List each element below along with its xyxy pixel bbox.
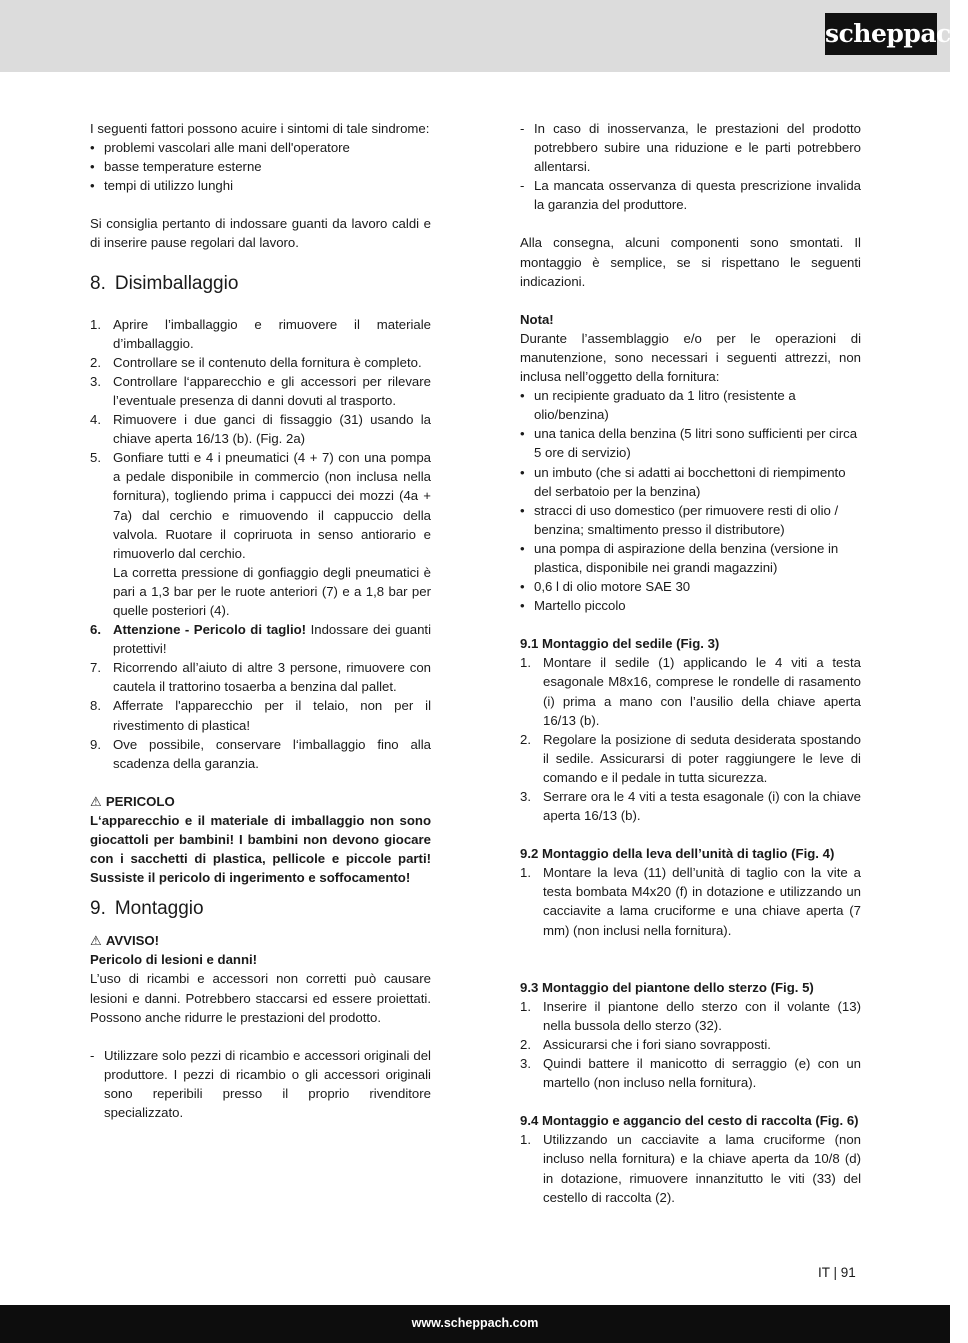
section-title: Montaggio xyxy=(114,898,204,920)
step-number: 2. xyxy=(90,354,101,370)
list-item xyxy=(520,1130,861,1206)
section-number: 8. xyxy=(90,272,106,294)
step-text: Utilizzando un cacciavite a lama cruciforme (non incluso nella fornitura) e la chiave aperta da 10/8 (d) in dotazione, rimuovere innanzitutto le viti (33) del cestello di raccolta (2). xyxy=(543,1132,861,1205)
step-number: 2. xyxy=(520,731,531,747)
section-number: 9. xyxy=(90,898,106,920)
step-number: 7. xyxy=(90,660,101,676)
notice-list xyxy=(90,1046,431,1122)
step-number: 2. xyxy=(520,1036,531,1052)
nota-text: Durante l’assemblaggio e/o per le operazioni di manutenzione, sono necessari i seguenti attrezzi, non inclusa nell’oggetto della fornitura: xyxy=(520,330,861,385)
list-item xyxy=(520,863,861,939)
list-item xyxy=(520,1054,861,1092)
factor-list xyxy=(90,138,431,195)
section-9-heading xyxy=(90,897,431,921)
footer-bar xyxy=(0,1305,950,1343)
list-item xyxy=(90,372,431,410)
list-item: • basse temperature esterne xyxy=(90,157,431,176)
step-text: Montare il sedile (1) applicando le 4 viti a testa esagonale M8x16, comprese le rondelle di rasamento (i) prima a mano con l’ausilio della chiave aperta 16/13 (b). xyxy=(543,655,861,728)
seat-steps xyxy=(520,653,861,825)
list-item: • Martello piccolo xyxy=(520,596,861,615)
step-number: 3. xyxy=(90,373,101,389)
list-item: - La mancata osservanza di questa prescrizione invalida la garanzia del produttore. xyxy=(520,176,861,214)
step-text: Assicurarsi che i fori siano sovrapposti. xyxy=(543,1036,771,1052)
list-item xyxy=(520,997,861,1035)
delivery-text: Alla consegna, alcuni componenti sono smontati. Il montaggio è semplice, se si rispettano le seguenti indicazioni. xyxy=(520,235,861,289)
step-text: Rimuovere i due ganci di fissaggio (31) usando la chiave aperta 16/13 (b). (Fig. 2a) xyxy=(113,412,431,447)
unpacking-steps xyxy=(90,315,431,773)
advice-text: Si consiglia pertanto di indossare guanti da lavoro caldi e di inserire pause regolari dal lavoro. xyxy=(90,216,431,251)
step-text: Regolare la posizione di seduta desiderata spostando il sedile. Assicurarsi di poter raggiungere le leve di comando e il pedale in tutta sicurezza. xyxy=(543,731,861,785)
step-number: 3. xyxy=(520,1056,531,1072)
danger-heading xyxy=(90,792,431,811)
list-item xyxy=(90,353,431,372)
list-item: • stracci di uso domestico (per rimuovere resti di olio / benzina; smaltimento presso il distributore) xyxy=(520,501,861,539)
basket-steps xyxy=(520,1130,861,1206)
list-item xyxy=(520,1035,861,1054)
left-column xyxy=(90,119,431,1122)
step-number: 1. xyxy=(520,655,531,671)
list-item: • 0,6 l di olio motore SAE 30 xyxy=(520,577,861,596)
step-warning: Attenzione - Pericolo di taglio! xyxy=(113,622,307,638)
step-number: 6. xyxy=(90,622,101,638)
subsection-9-2-heading: 9.2 Montaggio della leva dell’unità di taglio (Fig. 4) xyxy=(520,846,835,862)
step-text: Controllare l‘apparecchio e gli accessori per rilevare l’eventuale presenza di danni dovuti al trasporto. xyxy=(113,373,431,408)
step-text: La corretta pressione di gonfiaggio degli pneumatici è pari a 1,3 bar per le ruote anteriori (7) e a 1,8 bar per quelle posteriori (4). xyxy=(113,564,431,618)
subsection-9-1-heading: 9.1 Montaggio del sedile (Fig. 3) xyxy=(520,636,720,652)
lever-steps xyxy=(520,863,861,939)
notice-label: AVVISO! xyxy=(105,933,160,949)
step-number: 1. xyxy=(520,865,531,881)
step-number: 3. xyxy=(520,789,531,804)
step-text: Afferrate l'apparecchio per il telaio, non per il rivestimento di plastica! xyxy=(113,698,431,733)
step-text: Inserire il piantone dello sterzo con il volante (13) nella bussola dello sterzo (32). xyxy=(543,998,861,1033)
list-item xyxy=(90,735,431,773)
step-number: 8. xyxy=(90,698,101,714)
list-item xyxy=(520,787,861,825)
page-number: IT | 91 xyxy=(818,1265,856,1280)
list-item xyxy=(90,410,431,448)
step-text: Montare la leva (11) dell’unità di taglio con la vite a testa bombata M4x20 (f) in dotazione e utilizzando un cacciavite a lama cruciforme e una chiave aperta (7 mm) (non inclusi nella fornitura). xyxy=(543,865,861,938)
steering-steps xyxy=(520,997,861,1092)
warning-triangle-icon: ⚠ xyxy=(90,933,102,949)
list-item: • una pompa di aspirazione della benzina (versione in plastica, disponibile nei grandi magazzini) xyxy=(520,539,861,577)
list-item: • un imbuto (che si adatti ai bocchettoni di riempimento del serbatoio per la benzina) xyxy=(520,463,861,501)
step-text: Ricorrendo all’aiuto di altre 3 persone, rimuovere con cautela il trattorino tosaerba a benzina dal pallet. xyxy=(113,660,431,695)
step-text: Gonfiare tutti e 4 i pneumatici (4 + 7) con una pompa a pedale disponibile in commercio (non inclusa nella fornitura), togliendo prima i cappucci dei mozzi (4a + 7a) dal cerchio e rimuovendo il cappuccio della valvola. Ruotare il copriruota in senso antiorario e rimuoverlo dal cerchio. xyxy=(113,450,431,561)
list-item xyxy=(90,620,431,658)
intro-text: I seguenti fattori possono acuire i sintomi di tale sindrome: xyxy=(90,121,430,136)
step-number: 1. xyxy=(90,316,101,332)
step-number: 9. xyxy=(90,736,101,752)
subsection-9-4-heading: 9.4 Montaggio e aggancio del cesto di raccolta (Fig. 6) xyxy=(520,1113,859,1129)
step-number: 5. xyxy=(90,450,101,466)
step-number: 1. xyxy=(520,1132,531,1148)
step-text: Controllare se il contenuto della fornitura è completo. xyxy=(113,354,422,370)
list-item xyxy=(520,653,861,729)
subsection-9-3-heading: 9.3 Montaggio del piantone dello sterzo (Fig. 5) xyxy=(520,979,814,995)
notice-heading xyxy=(90,931,431,950)
list-item: - Utilizzare solo pezzi di ricambio e accessori originali del produttore. I pezzi di ricambio o gli accessori originali sono reperibili presso il proprio rivenditore specializzato. xyxy=(90,1046,431,1122)
section-title: Disimballaggio xyxy=(114,272,239,294)
warning-triangle-icon: ⚠ xyxy=(90,793,102,809)
list-item xyxy=(90,315,431,353)
list-item xyxy=(520,730,861,787)
header-bar xyxy=(0,0,968,72)
danger-label: PERICOLO xyxy=(105,793,175,809)
list-item: • un recipiente graduato da 1 litro (resistente a olio/benzina) xyxy=(520,386,861,424)
section-8-heading xyxy=(90,272,431,296)
footer-url-link[interactable]: www.scheppach.com xyxy=(411,1316,539,1330)
list-item xyxy=(90,658,431,696)
step-text: Aprire l’imballaggio e rimuovere il materiale d’imballaggio. xyxy=(113,316,431,351)
list-item: - In caso di inosservanza, le prestazioni del prodotto potrebbero subire una riduzione e le parti potrebbero allentarsi. xyxy=(520,119,861,176)
list-item xyxy=(90,696,431,734)
list-item: • problemi vascolari alle mani dell'operatore xyxy=(90,138,431,157)
danger-text: L‘apparecchio e il materiale di imballaggio non sono giocattoli per bambini! I bambini non devono giocare con i sacchetti di plastica, pellicole e piccole parti! Sussiste il pericolo di ingerimento e soffocamento! xyxy=(90,812,431,886)
step-text: Indossare dei guanti protettivi! xyxy=(113,622,431,657)
tools-list xyxy=(520,386,861,615)
step-number: 1. xyxy=(520,998,531,1014)
list-item: • tempi di utilizzo lunghi xyxy=(90,176,431,195)
notice-list-cont xyxy=(520,119,861,214)
notice-subheading: Pericolo di lesioni e danni! xyxy=(90,952,258,968)
notice-text: L’uso di ricambi e accessori non corretti può causare lesioni e danni. Potrebbero staccarsi ed essere proiettati. Possono anche ridurre le prestazioni del prodotto. xyxy=(90,971,431,1025)
step-text: Serrare ora le 4 viti a testa esagonale (i) con la chiave aperta 16/13 (b). xyxy=(543,789,861,824)
list-item: • una tanica della benzina (5 litri sono sufficienti per circa 5 ore di servizio) xyxy=(520,424,861,462)
list-item xyxy=(90,448,431,620)
step-text: Quindi battere il manicotto di serraggio (e) con un martello (non incluso nella fornitura). xyxy=(543,1056,861,1091)
step-number: 4. xyxy=(90,412,101,428)
brand-logo: scheppach xyxy=(825,13,937,55)
step-text: Ove possibile, conservare l‘imballaggio fino alla scadenza della garanzia. xyxy=(113,736,431,771)
nota-label: Nota! xyxy=(520,311,554,327)
right-column xyxy=(520,119,861,1207)
